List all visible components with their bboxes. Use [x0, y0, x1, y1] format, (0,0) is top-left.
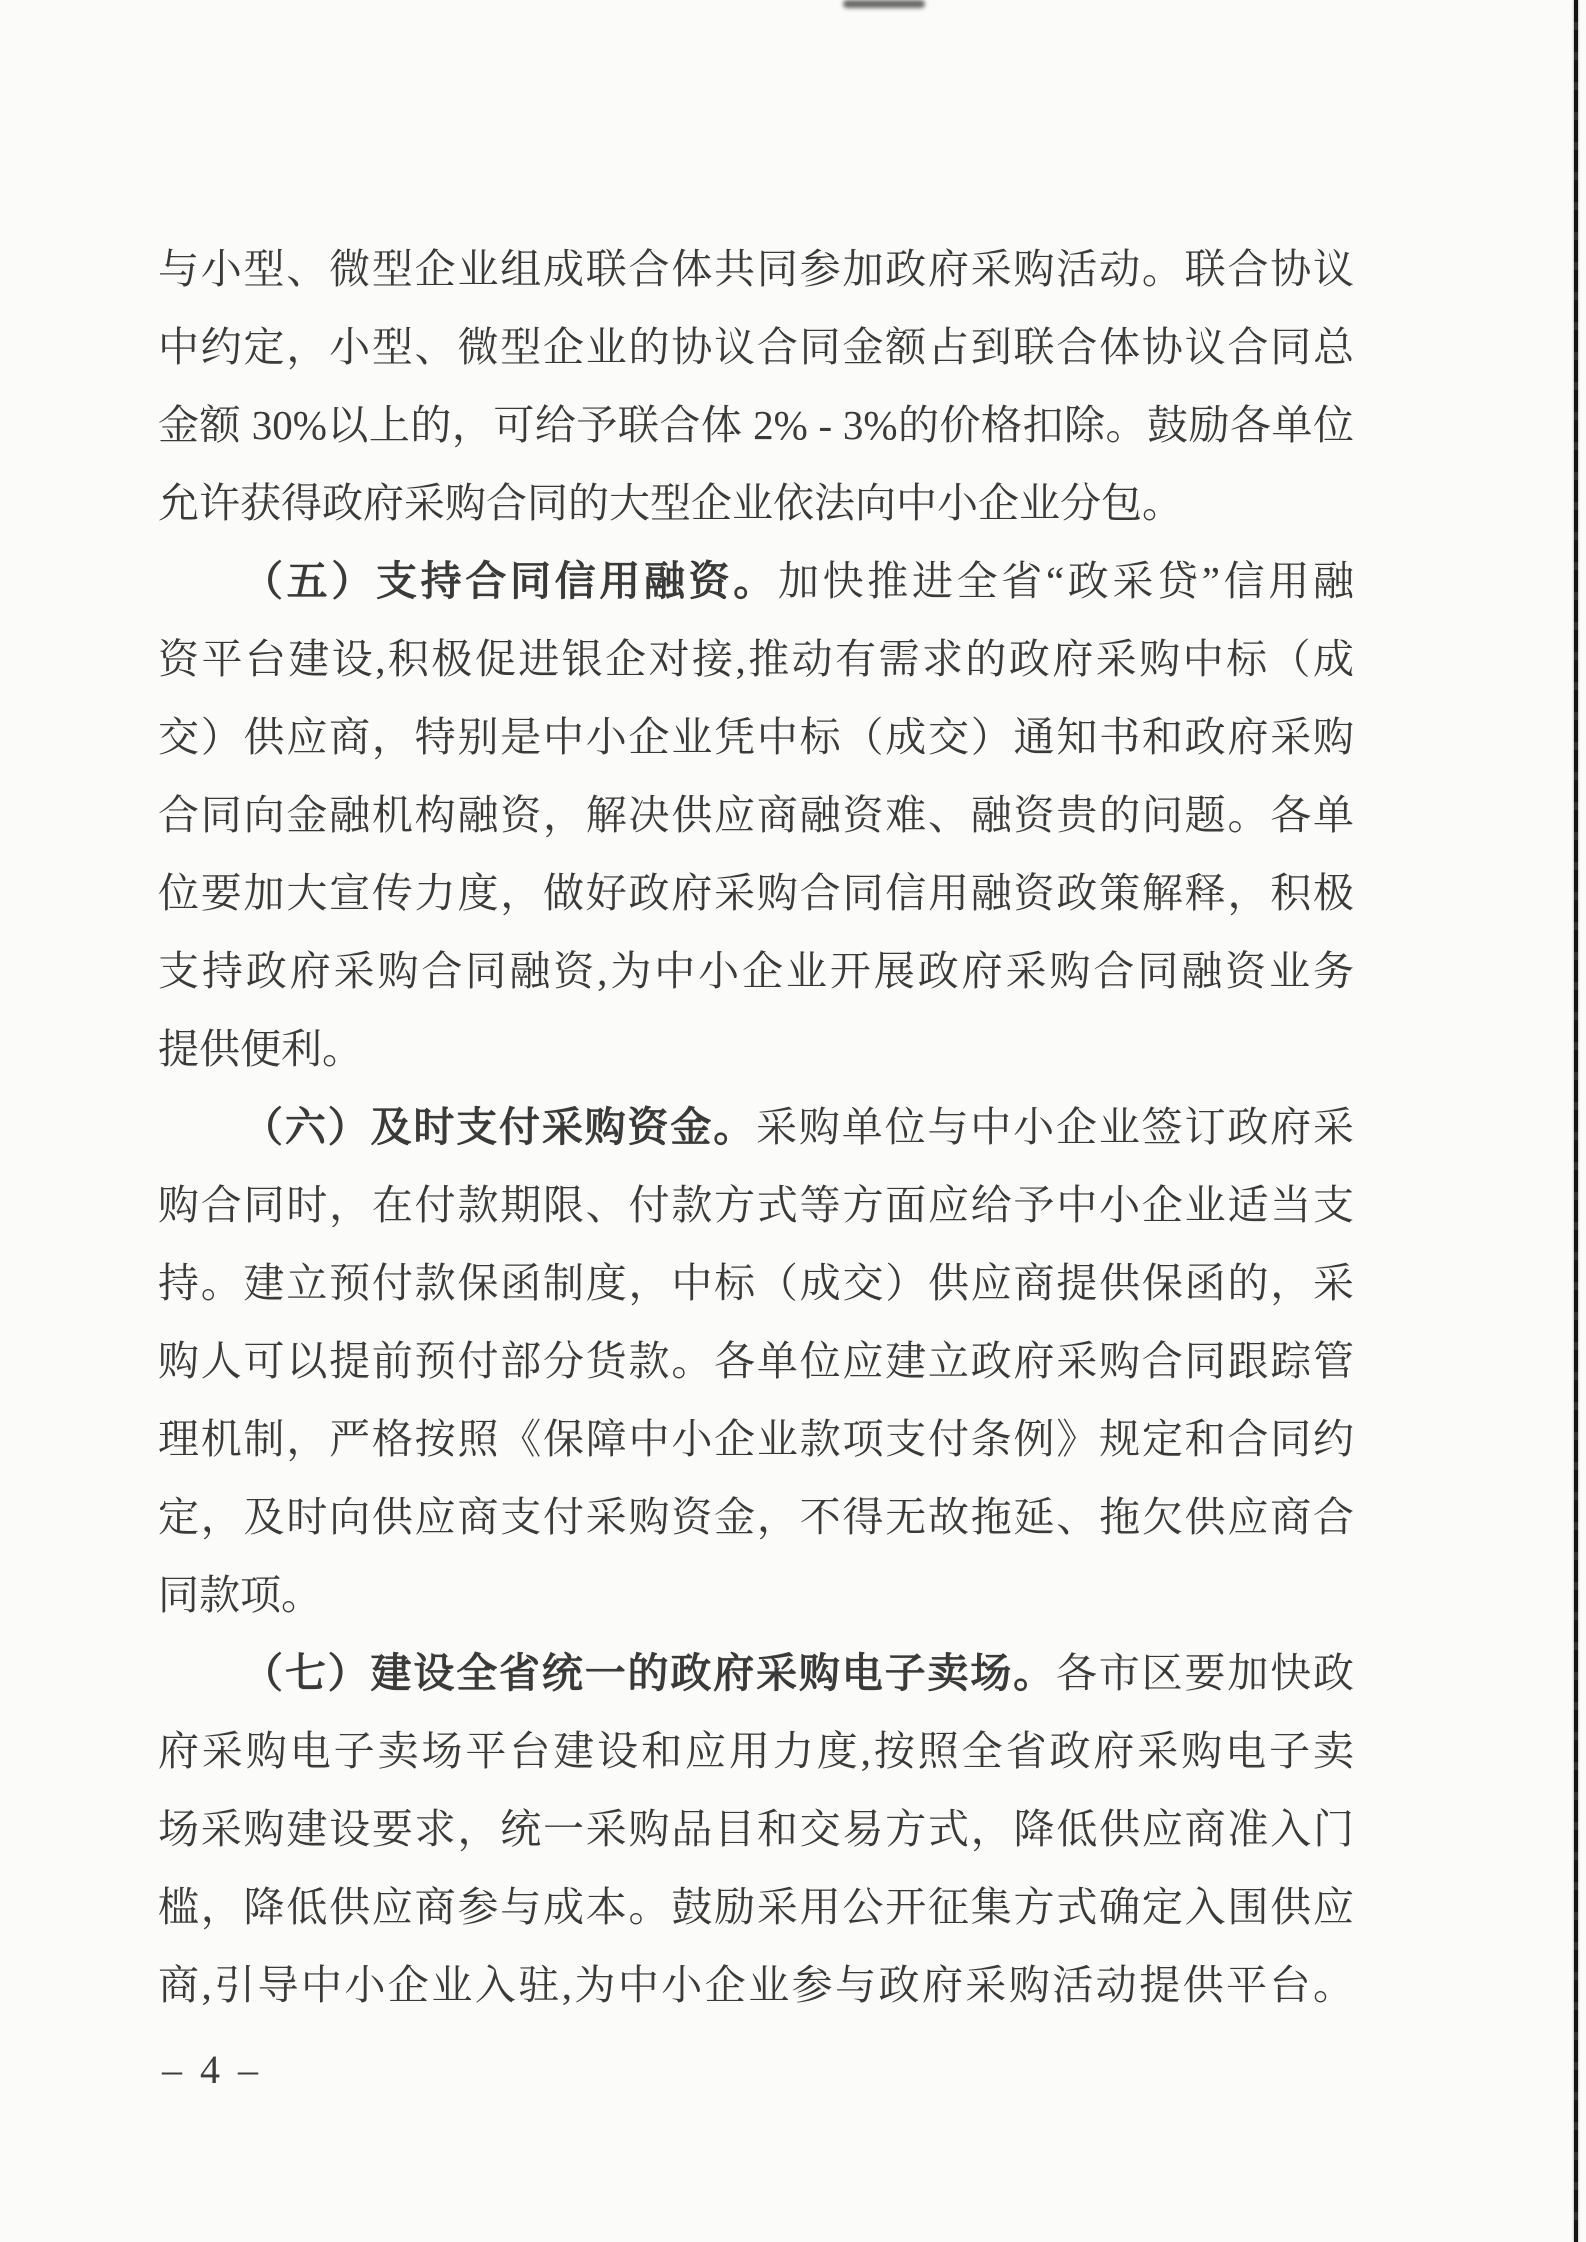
- line-text: 府采购电子卖场平台建设和应用力度,按照全省政府采购电子卖: [158, 1728, 1354, 1774]
- line-text: 交）供应商，特别是中小企业凭中标（成交）通知书和政府采购: [158, 714, 1354, 760]
- line-text: 槛，降低供应商参与成本。鼓励采用公开征集方式确定入围供应: [158, 1884, 1354, 1930]
- text-line: [158, 1556, 1354, 1634]
- line-text: 资平台建设,积极促进银企对接,推动有需求的政府采购中标（成: [158, 636, 1354, 682]
- page-number: – 4 –: [162, 2047, 262, 2092]
- line-text: 场采购建设要求，统一采购品目和交易方式，降低供应商准入门: [158, 1806, 1354, 1852]
- line-text: 采购单位与中小企业签订政府采: [756, 1104, 1355, 1150]
- section-heading: （五）支持合同信用融资。: [242, 558, 778, 604]
- text-line: [158, 542, 1354, 620]
- section-heading: （六）及时支付采购资金。: [242, 1104, 757, 1150]
- text-line: [158, 386, 1354, 464]
- text-line: [158, 854, 1354, 932]
- text-line: [158, 464, 1354, 542]
- line-text: 同款项。: [158, 1572, 322, 1618]
- section-heading: （七）建设全省统一的政府采购电子卖场。: [242, 1650, 1056, 1696]
- text-line: [158, 1946, 1354, 2024]
- line-text: 允许获得政府采购合同的大型企业依法向中小企业分包。: [158, 480, 1183, 526]
- line-text: 各市区要加快政: [1055, 1650, 1355, 1696]
- text-line: [158, 1712, 1354, 1790]
- text-line: [158, 230, 1354, 308]
- line-text: 购人可以提前预付部分货款。各单位应建立政府采购合同跟踪管: [158, 1338, 1354, 1384]
- line-text: 与小型、微型企业组成联合体共同参加政府采购活动。联合协议: [158, 246, 1354, 292]
- text-line: [158, 1634, 1354, 1712]
- line-text: 加快推进全省“政采贷”信用融: [777, 558, 1354, 604]
- scan-edge-line-artifact: [1574, 0, 1578, 2242]
- text-line: [158, 1010, 1354, 1088]
- text-line: [158, 1244, 1354, 1322]
- text-line: [158, 1868, 1354, 1946]
- text-line: [158, 1400, 1354, 1478]
- text-line: [158, 776, 1354, 854]
- line-text: 支持政府采购合同融资,为中小企业开展政府采购合同融资业务: [158, 948, 1354, 994]
- line-text: 中约定，小型、微型企业的协议合同金额占到联合体协议合同总: [158, 324, 1354, 370]
- text-line: [158, 1322, 1354, 1400]
- text-line: [158, 932, 1354, 1010]
- line-text: 提供便利。: [158, 1026, 363, 1072]
- line-text: 定，及时向供应商支付采购资金，不得无故拖延、拖欠供应商合: [158, 1494, 1354, 1540]
- text-line: [158, 1478, 1354, 1556]
- text-line: [158, 1166, 1354, 1244]
- line-text: 商,引导中小企业入驻,为中小企业参与政府采购活动提供平台。: [158, 1962, 1354, 2008]
- scan-smudge-artifact: [843, 0, 925, 8]
- line-text: 购合同时，在付款期限、付款方式等方面应给予中小企业适当支: [158, 1182, 1354, 1228]
- line-text: 合同向金融机构融资，解决供应商融资难、融资贵的问题。各单: [158, 792, 1354, 838]
- text-line: [158, 1790, 1354, 1868]
- document-body: [158, 230, 1354, 2024]
- line-text: 位要加大宣传力度，做好政府采购合同信用融资政策解释，积极: [158, 870, 1354, 916]
- text-line: [158, 620, 1354, 698]
- line-text: 理机制，严格按照《保障中小企业款项支付条例》规定和合同约: [158, 1416, 1354, 1462]
- line-text: 金额 30%以上的，可给予联合体 2% - 3%的价格扣除。鼓励各单位: [158, 402, 1354, 448]
- text-line: [158, 698, 1354, 776]
- text-line: [158, 308, 1354, 386]
- text-line: [158, 1088, 1354, 1166]
- line-text: 持。建立预付款保函制度，中标（成交）供应商提供保函的，采: [158, 1260, 1354, 1306]
